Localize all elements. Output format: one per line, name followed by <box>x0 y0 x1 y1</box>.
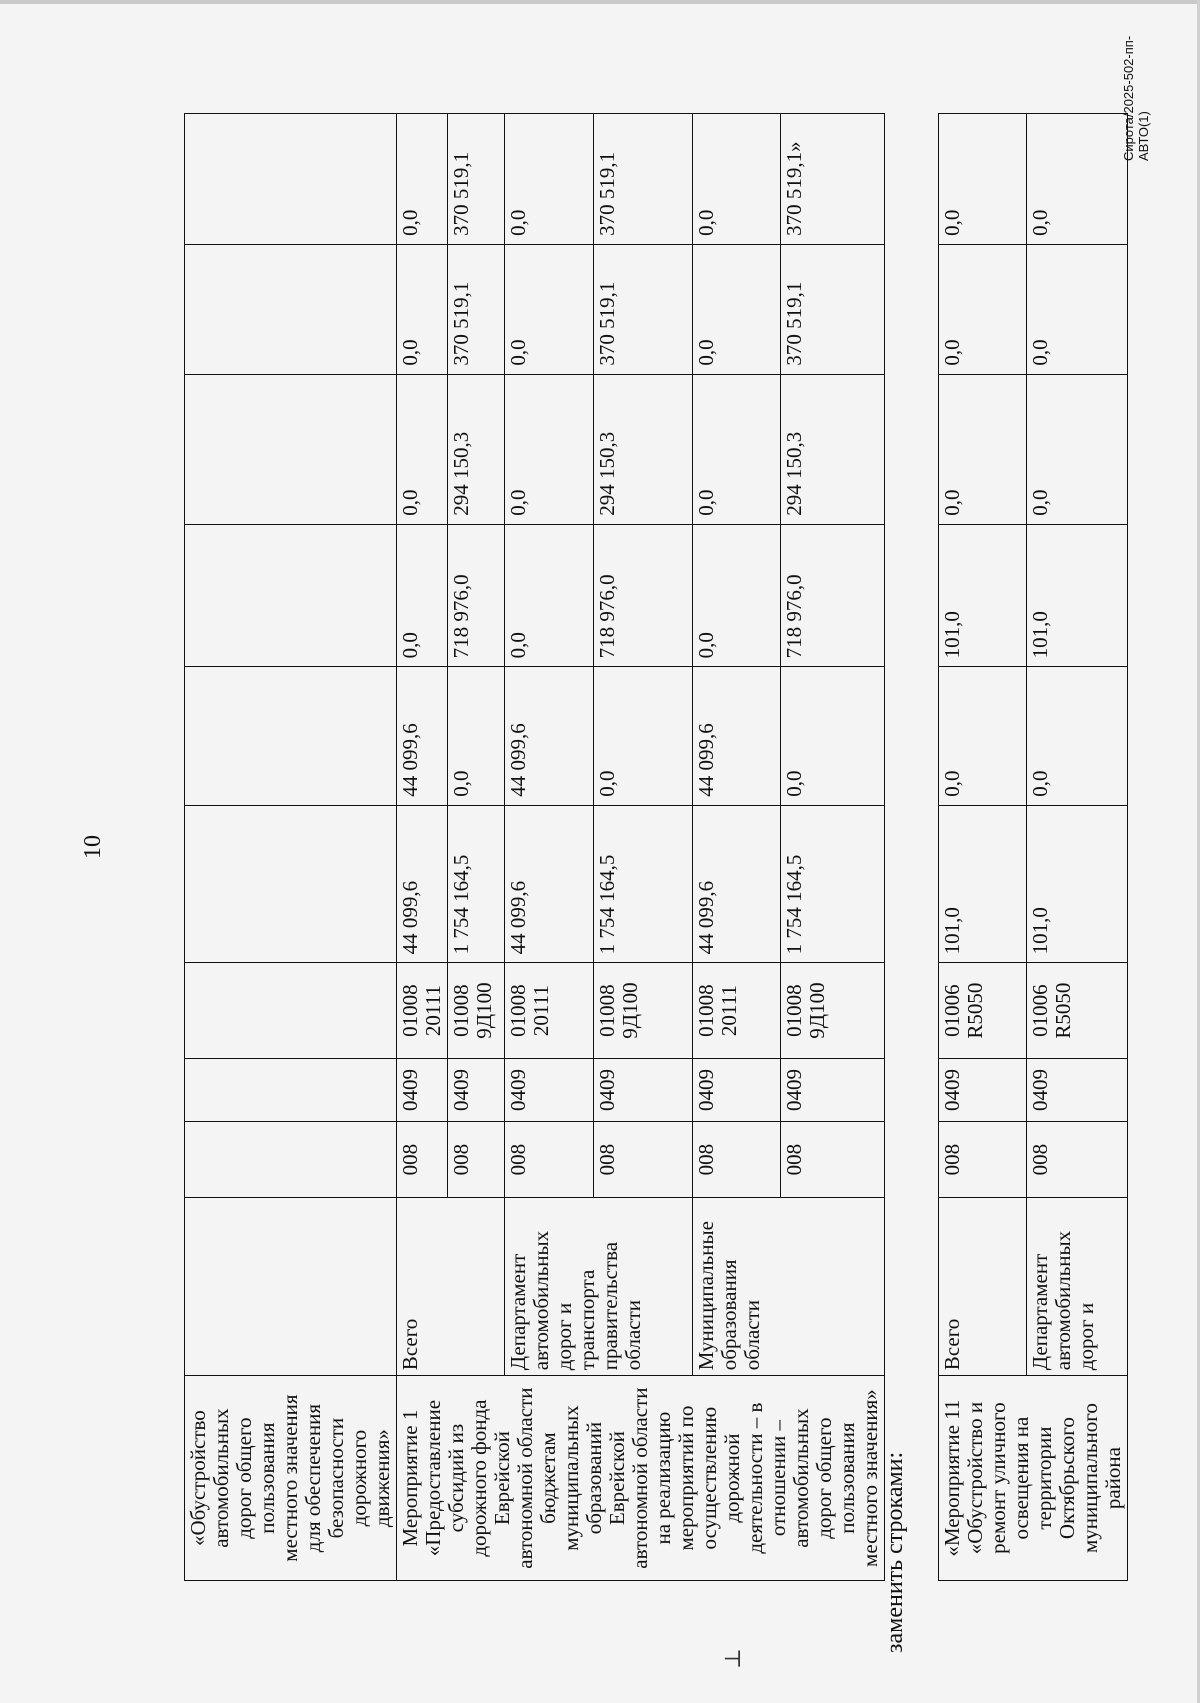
budget-table-1 <box>184 113 885 1581</box>
table-row: «Мероприятие 11 «Обустройство и ремонт уличного освещения на территории Октябрьского муниципального района Всего 008 0409 01006 R5050 101,0 0,0 101,0 0,0 0,0 0,0 <box>939 114 1027 1581</box>
measure-header-cell: «Обустройство автомобильных дорог общего пользования местного значения для обеспечения безопасности дорожного движения» <box>185 1376 397 1581</box>
total-label-cell: Всего <box>397 1198 505 1376</box>
replace-instruction: заменить строками: <box>882 1451 908 1653</box>
measure-name-cell: «Мероприятие 11 «Обустройство и ремонт уличного освещения на территории Октябрьского муниципального района <box>939 1376 1128 1581</box>
table-row: 008 0409 01008 9Д100 1 754 164,5 0,0 718 976,0 294 150,3 370 519,1 370 519,1 <box>448 114 505 1581</box>
margin-mark: ⊥ <box>720 1648 745 1669</box>
table-row: 008 0409 01008 9Д100 1 754 164,5 0,0 718 976,0 294 150,3 370 519,1 370 519,1» <box>781 114 885 1581</box>
table-header-row <box>185 114 397 1581</box>
department-label-cell: Департамент автомобильных дорог и <box>1027 1198 1128 1376</box>
page-number: 10 <box>80 835 106 859</box>
table-row: Мероприятие 1 «Предоставление субсидий из дорожного фонда Еврейской автономной области бюджетам муниципальных образований Еврейской автономной области на реализацию мероприятий по осуществлению дорожной деятельности – в отношении – автомобильных дорог общего пользования местного значения» Всего 008 0409 01008 20111 44 099,6 44 099,6 0,0 0,0 0,0 0,0 <box>397 114 448 1581</box>
table-row: Департамент автомобильных дорог и транспорта правительства области 008 0409 01008 20111 44 099,6 44 099,6 0,0 0,0 0,0 0,0 <box>505 114 594 1581</box>
table-row: Муниципальные образования области 008 0409 01008 20111 44 099,6 44 099,6 0,0 0,0 0,0 0,0 <box>692 114 781 1581</box>
table-row: Департамент автомобильных дорог и 008 0409 01006 R5050 101,0 0,0 101,0 0,0 0,0 0,0 <box>1027 114 1128 1581</box>
department-label-cell: Департамент автомобильных дорог и транспорта правительства области <box>505 1198 693 1376</box>
document-footer-code: Сирота/2025-502-пп-АВТО(1) <box>1121 35 1151 161</box>
municipal-label-cell: Муниципальные образования области <box>692 1198 885 1376</box>
total-label-cell: Всего <box>939 1198 1027 1376</box>
measure-name-cell: Мероприятие 1 «Предоставление субсидий из дорожного фонда Еврейской автономной области бюджетам муниципальных образований Еврейской автономной области на реализацию мероприятий по осуществлению дорожной деятельности – в отношении – автомобильных дорог общего пользования местного значения» <box>397 1376 885 1581</box>
budget-table-2 <box>938 113 1128 1581</box>
table-row: 008 0409 01008 9Д100 1 754 164,5 0,0 718 976,0 294 150,3 370 519,1 370 519,1 <box>593 114 692 1581</box>
